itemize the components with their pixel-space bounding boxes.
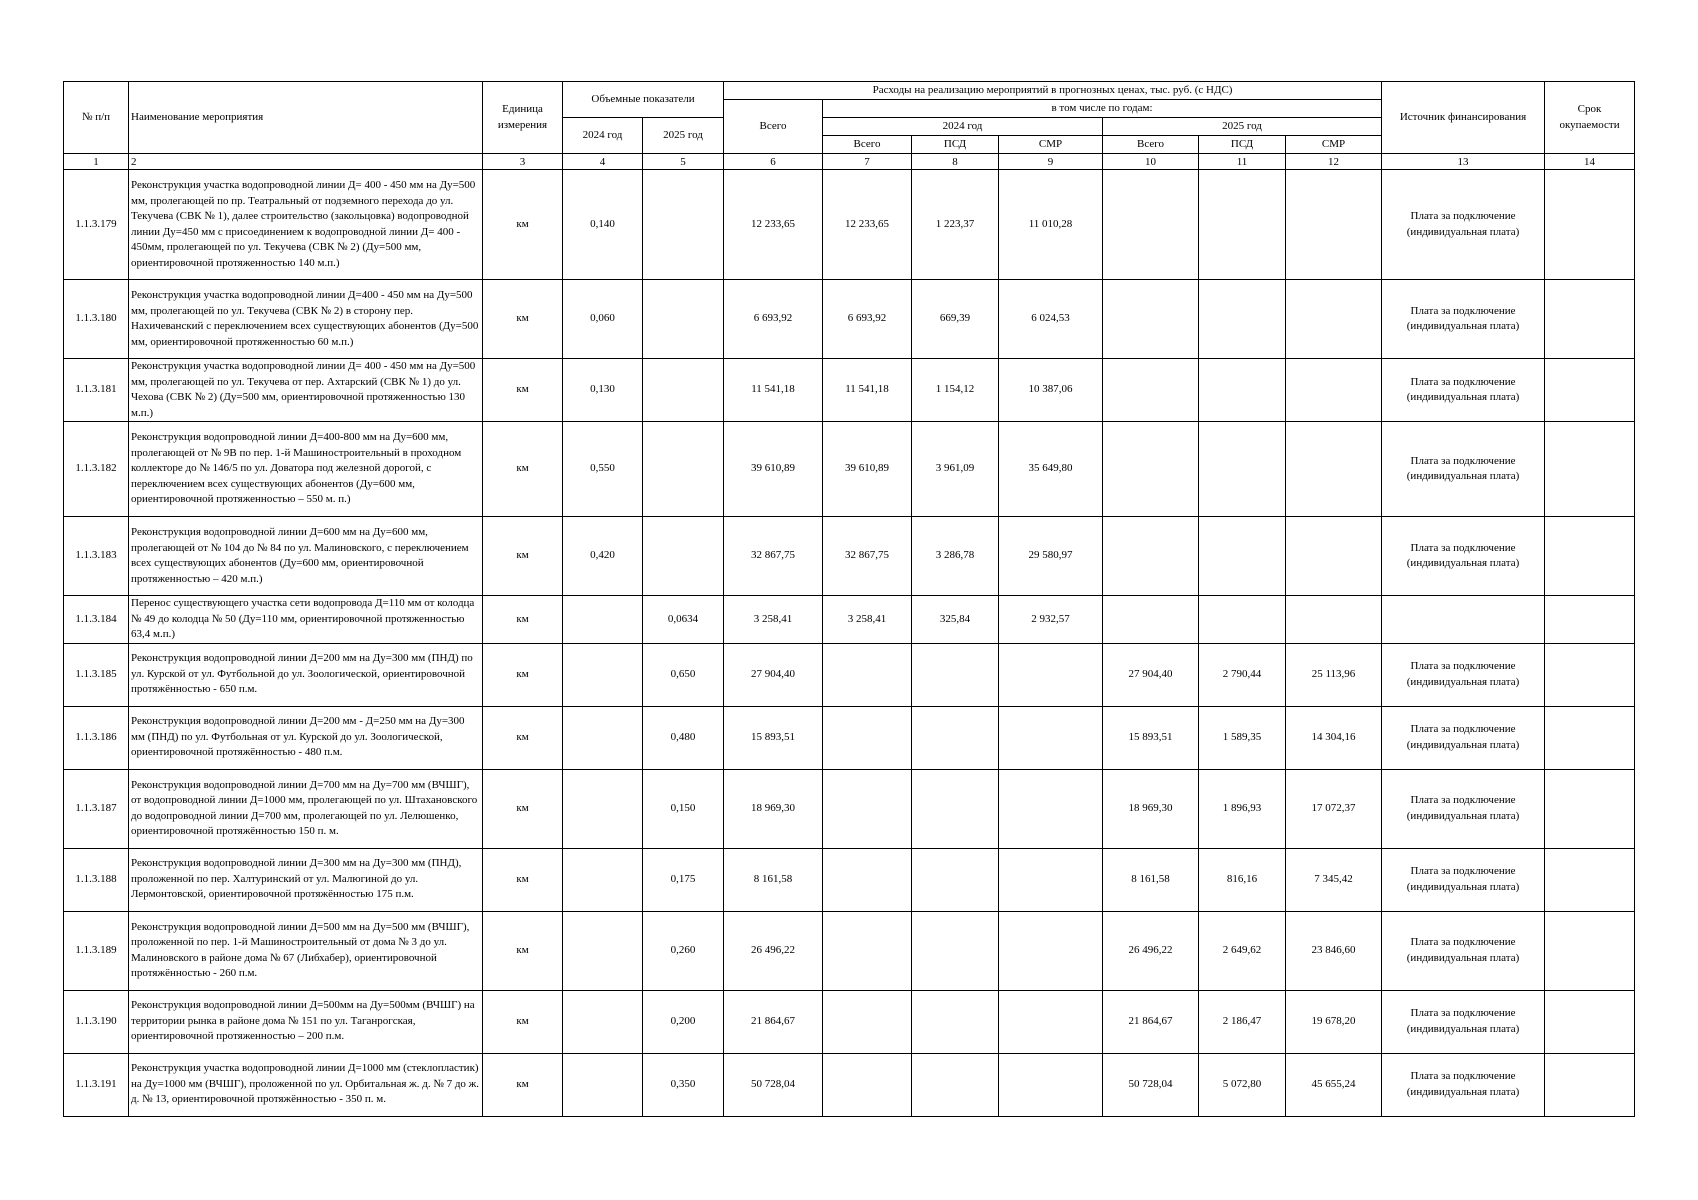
- row-volume-2024: 0,140: [563, 170, 643, 280]
- row-psd-2024: 1 154,12: [912, 359, 999, 422]
- row-name: Реконструкция участка водопроводной линии Д=1000 мм (стеклопластик) на Ду=1000 мм (ВЧШГ), проложенной по ул. Орбитальная ж. д. № 7 до ж. д. № 13, ориентировочной протяжённостью - 350 п. м.: [129, 1053, 483, 1116]
- row-smr-2024: [999, 990, 1103, 1053]
- row-number: 1.1.3.185: [64, 643, 129, 706]
- row-total-2024: [823, 911, 912, 990]
- row-payback: [1545, 359, 1635, 422]
- header-total: Всего: [724, 100, 823, 154]
- row-smr-2025: [1286, 422, 1382, 517]
- row-total: 15 893,51: [724, 706, 823, 769]
- row-name: Реконструкция водопроводной линии Д=500мм на Ду=500мм (ВЧШГ) на территории рынка в районе дома № 151 по ул. Таганрогская, ориентировочной протяженностью – 200 п.м.: [129, 990, 483, 1053]
- row-source: Плата за подключение (индивидуальная плата): [1382, 422, 1545, 517]
- row-psd-2024: [912, 643, 999, 706]
- row-number: 1.1.3.190: [64, 990, 129, 1053]
- row-volume-2025: [643, 517, 724, 596]
- row-psd-2024: [912, 769, 999, 848]
- row-smr-2024: [999, 643, 1103, 706]
- row-name: Реконструкция водопроводной линии Д=600 мм на Ду=600 мм, пролегающей от № 104 до № 84 по ул. Малиновского, с переключением всех существующих абонентов (Ду=600 мм, ориентировочной протяженностью – 420 м.п.): [129, 517, 483, 596]
- row-psd-2025: [1199, 422, 1286, 517]
- row-unit: км: [483, 911, 563, 990]
- row-volume-2024: [563, 911, 643, 990]
- row-total-2024: [823, 643, 912, 706]
- row-payback: [1545, 911, 1635, 990]
- row-psd-2025: [1199, 359, 1286, 422]
- table-row: [64, 517, 1635, 596]
- row-total-2025: [1103, 422, 1199, 517]
- row-unit: км: [483, 990, 563, 1053]
- row-volume-2024: [563, 706, 643, 769]
- row-source: Плата за подключение (индивидуальная плата): [1382, 848, 1545, 911]
- column-number: 10: [1103, 154, 1199, 170]
- row-smr-2025: 17 072,37: [1286, 769, 1382, 848]
- row-payback: [1545, 280, 1635, 359]
- row-name: Перенос существующего участка сети водопровода Д=110 мм от колодца № 49 до колодца № 50 (Ду=110 мм, ориентировочной протяженностью 63,4 м.п.): [129, 596, 483, 644]
- row-psd-2024: [912, 706, 999, 769]
- row-volume-2024: 0,420: [563, 517, 643, 596]
- row-unit: км: [483, 848, 563, 911]
- row-psd-2024: [912, 848, 999, 911]
- row-volume-2024: 0,130: [563, 359, 643, 422]
- header-vol-2024: 2024 год: [563, 118, 643, 154]
- table-row: [64, 596, 1635, 644]
- row-unit: км: [483, 359, 563, 422]
- row-smr-2024: [999, 706, 1103, 769]
- row-total: 18 969,30: [724, 769, 823, 848]
- header-smr-2025: СМР: [1286, 136, 1382, 154]
- row-number: 1.1.3.184: [64, 596, 129, 644]
- row-volume-2025: 0,0634: [643, 596, 724, 644]
- row-psd-2024: 3 286,78: [912, 517, 999, 596]
- row-volume-2025: [643, 280, 724, 359]
- row-total-2025: 26 496,22: [1103, 911, 1199, 990]
- header-vol-2025: 2025 год: [643, 118, 724, 154]
- table-body: [64, 170, 1635, 1117]
- row-total: 12 233,65: [724, 170, 823, 280]
- row-volume-2025: 0,175: [643, 848, 724, 911]
- row-total: 8 161,58: [724, 848, 823, 911]
- row-total-2025: [1103, 359, 1199, 422]
- row-psd-2025: 2 649,62: [1199, 911, 1286, 990]
- column-number: 5: [643, 154, 724, 170]
- row-source: Плата за подключение (индивидуальная плата): [1382, 170, 1545, 280]
- header-subtotal-2024: Всего: [823, 136, 912, 154]
- row-psd-2024: [912, 1053, 999, 1116]
- row-total-2024: 39 610,89: [823, 422, 912, 517]
- header-payback: Срок окупаемости: [1545, 82, 1635, 154]
- table-row: [64, 769, 1635, 848]
- table-row: [64, 911, 1635, 990]
- row-payback: [1545, 643, 1635, 706]
- row-payback: [1545, 1053, 1635, 1116]
- row-source: Плата за подключение (индивидуальная плата): [1382, 1053, 1545, 1116]
- row-number: 1.1.3.188: [64, 848, 129, 911]
- row-psd-2025: 2 790,44: [1199, 643, 1286, 706]
- row-unit: км: [483, 517, 563, 596]
- row-total: 50 728,04: [724, 1053, 823, 1116]
- document-page: [63, 81, 1634, 1117]
- row-volume-2025: [643, 422, 724, 517]
- row-total: 21 864,67: [724, 990, 823, 1053]
- row-volume-2024: [563, 596, 643, 644]
- row-psd-2025: 2 186,47: [1199, 990, 1286, 1053]
- row-payback: [1545, 769, 1635, 848]
- row-volume-2025: 0,650: [643, 643, 724, 706]
- row-unit: км: [483, 422, 563, 517]
- row-unit: км: [483, 170, 563, 280]
- row-smr-2024: [999, 1053, 1103, 1116]
- row-number: 1.1.3.183: [64, 517, 129, 596]
- row-total-2025: 21 864,67: [1103, 990, 1199, 1053]
- row-psd-2024: 325,84: [912, 596, 999, 644]
- table-row: [64, 280, 1635, 359]
- table-row: [64, 643, 1635, 706]
- row-smr-2025: [1286, 280, 1382, 359]
- row-psd-2025: 1 589,35: [1199, 706, 1286, 769]
- column-number: 7: [823, 154, 912, 170]
- row-unit: км: [483, 596, 563, 644]
- header-psd-2024: ПСД: [912, 136, 999, 154]
- row-psd-2024: 669,39: [912, 280, 999, 359]
- header-year-2024: 2024 год: [823, 118, 1103, 136]
- header-costs: Расходы на реализацию мероприятий в прогнозных ценах, тыс. руб. (с НДС): [724, 82, 1382, 100]
- header-smr-2024: СМР: [999, 136, 1103, 154]
- row-volume-2025: [643, 170, 724, 280]
- row-source: Плата за подключение (индивидуальная плата): [1382, 359, 1545, 422]
- column-number: 4: [563, 154, 643, 170]
- table-row: [64, 706, 1635, 769]
- table-row: [64, 848, 1635, 911]
- row-volume-2024: [563, 990, 643, 1053]
- header-source: Источник финансирования: [1382, 82, 1545, 154]
- row-source: Плата за подключение (индивидуальная плата): [1382, 643, 1545, 706]
- row-payback: [1545, 990, 1635, 1053]
- header-unit: Единица измерения: [483, 82, 563, 154]
- row-number: 1.1.3.191: [64, 1053, 129, 1116]
- row-total-2025: [1103, 170, 1199, 280]
- row-smr-2024: [999, 769, 1103, 848]
- row-source: Плата за подключение (индивидуальная плата): [1382, 990, 1545, 1053]
- row-number: 1.1.3.182: [64, 422, 129, 517]
- row-source: Плата за подключение (индивидуальная плата): [1382, 769, 1545, 848]
- row-payback: [1545, 848, 1635, 911]
- row-smr-2024: [999, 848, 1103, 911]
- row-total-2024: 11 541,18: [823, 359, 912, 422]
- row-smr-2024: [999, 911, 1103, 990]
- row-total-2025: [1103, 280, 1199, 359]
- row-total-2024: [823, 706, 912, 769]
- row-total-2025: 18 969,30: [1103, 769, 1199, 848]
- row-smr-2025: 45 655,24: [1286, 1053, 1382, 1116]
- row-volume-2025: 0,150: [643, 769, 724, 848]
- header-name: Наименование мероприятия: [129, 82, 483, 154]
- row-total-2025: 15 893,51: [1103, 706, 1199, 769]
- row-payback: [1545, 517, 1635, 596]
- row-total-2025: 8 161,58: [1103, 848, 1199, 911]
- row-number: 1.1.3.181: [64, 359, 129, 422]
- table-row: [64, 422, 1635, 517]
- row-name: Реконструкция водопроводной линии Д=200 мм - Д=250 мм на Ду=300 мм (ПНД) по ул. Футбольная от ул. Курской до ул. Зоологической, ориентировочной протяжённостью - 480 п.м.: [129, 706, 483, 769]
- row-total-2025: 27 904,40: [1103, 643, 1199, 706]
- row-smr-2024: 6 024,53: [999, 280, 1103, 359]
- row-name: Реконструкция водопроводной линии Д=700 мм на Ду=700 мм (ВЧШГ), от водопроводной линии Д=1000 мм, пролегающей по ул. Штахановского до водопроводной линии Д=700 мм, пролегающей по ул. Лелюшенко, ориентировочной протяжённостью 150 п. м.: [129, 769, 483, 848]
- row-name: Реконструкция водопроводной линии Д=300 мм на Ду=300 мм (ПНД), проложенной по пер. Халтуринский от ул. Малюгиной до ул. Лермонтовской, ориентировочной протяжённостью 175 п.м.: [129, 848, 483, 911]
- row-psd-2024: 3 961,09: [912, 422, 999, 517]
- header-num: № п/п: [64, 82, 129, 154]
- column-number: 14: [1545, 154, 1635, 170]
- row-total-2024: [823, 1053, 912, 1116]
- row-psd-2025: 1 896,93: [1199, 769, 1286, 848]
- row-volume-2025: 0,260: [643, 911, 724, 990]
- row-source: [1382, 596, 1545, 644]
- row-smr-2025: 19 678,20: [1286, 990, 1382, 1053]
- row-total-2024: [823, 990, 912, 1053]
- row-volume-2025: 0,480: [643, 706, 724, 769]
- row-total-2024: 6 693,92: [823, 280, 912, 359]
- row-total-2025: [1103, 517, 1199, 596]
- row-name: Реконструкция водопроводной линии Д=200 мм на Ду=300 мм (ПНД) по ул. Курской от ул. Футбольной до ул. Зоологической, ориентировочной протяжённостью - 650 п.м.: [129, 643, 483, 706]
- header-subtotal-2025: Всего: [1103, 136, 1199, 154]
- row-volume-2024: [563, 848, 643, 911]
- row-number: 1.1.3.179: [64, 170, 129, 280]
- row-smr-2025: [1286, 596, 1382, 644]
- row-psd-2025: [1199, 596, 1286, 644]
- row-volume-2024: 0,550: [563, 422, 643, 517]
- header-year-2025: 2025 год: [1103, 118, 1382, 136]
- row-smr-2024: 35 649,80: [999, 422, 1103, 517]
- row-unit: км: [483, 769, 563, 848]
- table-row: [64, 1053, 1635, 1116]
- column-number: 13: [1382, 154, 1545, 170]
- row-number: 1.1.3.187: [64, 769, 129, 848]
- column-number: 1: [64, 154, 129, 170]
- row-smr-2025: 25 113,96: [1286, 643, 1382, 706]
- row-total-2024: 32 867,75: [823, 517, 912, 596]
- row-unit: км: [483, 643, 563, 706]
- row-source: Плата за подключение (индивидуальная плата): [1382, 517, 1545, 596]
- table-row: [64, 990, 1635, 1053]
- row-smr-2025: 14 304,16: [1286, 706, 1382, 769]
- row-number: 1.1.3.186: [64, 706, 129, 769]
- row-volume-2025: 0,350: [643, 1053, 724, 1116]
- row-smr-2024: 29 580,97: [999, 517, 1103, 596]
- row-total: 27 904,40: [724, 643, 823, 706]
- row-psd-2025: [1199, 280, 1286, 359]
- row-volume-2024: [563, 1053, 643, 1116]
- row-smr-2025: [1286, 170, 1382, 280]
- row-total-2025: 50 728,04: [1103, 1053, 1199, 1116]
- column-number: 12: [1286, 154, 1382, 170]
- row-unit: км: [483, 1053, 563, 1116]
- row-smr-2024: 2 932,57: [999, 596, 1103, 644]
- row-smr-2025: [1286, 517, 1382, 596]
- row-total: 32 867,75: [724, 517, 823, 596]
- row-total: 3 258,41: [724, 596, 823, 644]
- row-unit: км: [483, 280, 563, 359]
- row-name: Реконструкция водопроводной линии Д=500 мм на Ду=500 мм (ВЧШГ), проложенной по пер. 1-й Машиностроительный от дома № 3 до ул. Малиновского в районе дома № 67 (Либхабер), ориентировочной протяжённостью - 260 п.м.: [129, 911, 483, 990]
- row-psd-2025: 816,16: [1199, 848, 1286, 911]
- row-psd-2025: [1199, 517, 1286, 596]
- row-total: 11 541,18: [724, 359, 823, 422]
- header-volume: Объемные показатели: [563, 82, 724, 118]
- column-number: 9: [999, 154, 1103, 170]
- row-psd-2024: 1 223,37: [912, 170, 999, 280]
- row-number: 1.1.3.180: [64, 280, 129, 359]
- row-source: Плата за подключение (индивидуальная плата): [1382, 706, 1545, 769]
- row-volume-2025: [643, 359, 724, 422]
- row-payback: [1545, 170, 1635, 280]
- row-psd-2025: [1199, 170, 1286, 280]
- header-by-years: в том числе по годам:: [823, 100, 1382, 118]
- column-number: 11: [1199, 154, 1286, 170]
- row-number: 1.1.3.189: [64, 911, 129, 990]
- row-total: 39 610,89: [724, 422, 823, 517]
- column-number: 2: [129, 154, 483, 170]
- row-smr-2025: 23 846,60: [1286, 911, 1382, 990]
- investment-program-table: [63, 81, 1635, 1117]
- row-total-2024: 3 258,41: [823, 596, 912, 644]
- row-source: Плата за подключение (индивидуальная плата): [1382, 911, 1545, 990]
- row-name: Реконструкция участка водопроводной линии Д=400 - 450 мм на Ду=500 мм, пролегающей по ул. Текучева (СВК № 2) в сторону пер. Нахичеванский с переключением всех существующих абонентов (Ду=500 мм, ориентировочной протяженностью 60 м.п.): [129, 280, 483, 359]
- row-total-2024: 12 233,65: [823, 170, 912, 280]
- table-row: [64, 170, 1635, 280]
- column-numbers-row: [64, 154, 1635, 170]
- row-total-2024: [823, 848, 912, 911]
- row-name: Реконструкция участка водопроводной линии Д= 400 - 450 мм на Ду=500 мм, пролегающей по ул. Текучева от пер. Ахтарский (СВК № 1) до ул. Чехова (СВК № 2) (Ду=500 мм, ориентировочной протяженностью 130 м.п.): [129, 359, 483, 422]
- row-total-2024: [823, 769, 912, 848]
- row-smr-2025: [1286, 359, 1382, 422]
- row-psd-2025: 5 072,80: [1199, 1053, 1286, 1116]
- row-volume-2024: 0,060: [563, 280, 643, 359]
- row-smr-2024: 10 387,06: [999, 359, 1103, 422]
- row-total: 26 496,22: [724, 911, 823, 990]
- row-source: Плата за подключение (индивидуальная плата): [1382, 280, 1545, 359]
- row-volume-2024: [563, 769, 643, 848]
- row-smr-2024: 11 010,28: [999, 170, 1103, 280]
- row-name: Реконструкция водопроводной линии Д=400-800 мм на Ду=600 мм, пролегающей от № 9В по пер. 1-й Машиностроительный в проходном коллекторе до № 146/5 по ул. Доватора под железной дорогой, с переключением всех существующих абонентов (Ду=600 мм, ориентировочной протяженностью – 550 м. п.): [129, 422, 483, 517]
- row-name: Реконструкция участка водопроводной линии Д= 400 - 450 мм на Ду=500 мм, пролегающей по пр. Театральный от подземного перехода до ул. Текучева (СВК № 1), далее строительство (закольцовка) водопроводной линии Ду=450 мм с присоединением к водопроводной линии Д= 400 - 450мм, пролегающей по ул. Текучева (СВК № 2) (Ду=500 мм, ориентировочной протяженностью 140 м.п.): [129, 170, 483, 280]
- header-psd-2025: ПСД: [1199, 136, 1286, 154]
- table-row: [64, 359, 1635, 422]
- row-unit: км: [483, 706, 563, 769]
- row-volume-2024: [563, 643, 643, 706]
- row-smr-2025: 7 345,42: [1286, 848, 1382, 911]
- row-total-2025: [1103, 596, 1199, 644]
- column-number: 3: [483, 154, 563, 170]
- row-volume-2025: 0,200: [643, 990, 724, 1053]
- column-number: 8: [912, 154, 999, 170]
- row-payback: [1545, 596, 1635, 644]
- row-psd-2024: [912, 911, 999, 990]
- row-total: 6 693,92: [724, 280, 823, 359]
- row-psd-2024: [912, 990, 999, 1053]
- row-payback: [1545, 422, 1635, 517]
- row-payback: [1545, 706, 1635, 769]
- column-number: 6: [724, 154, 823, 170]
